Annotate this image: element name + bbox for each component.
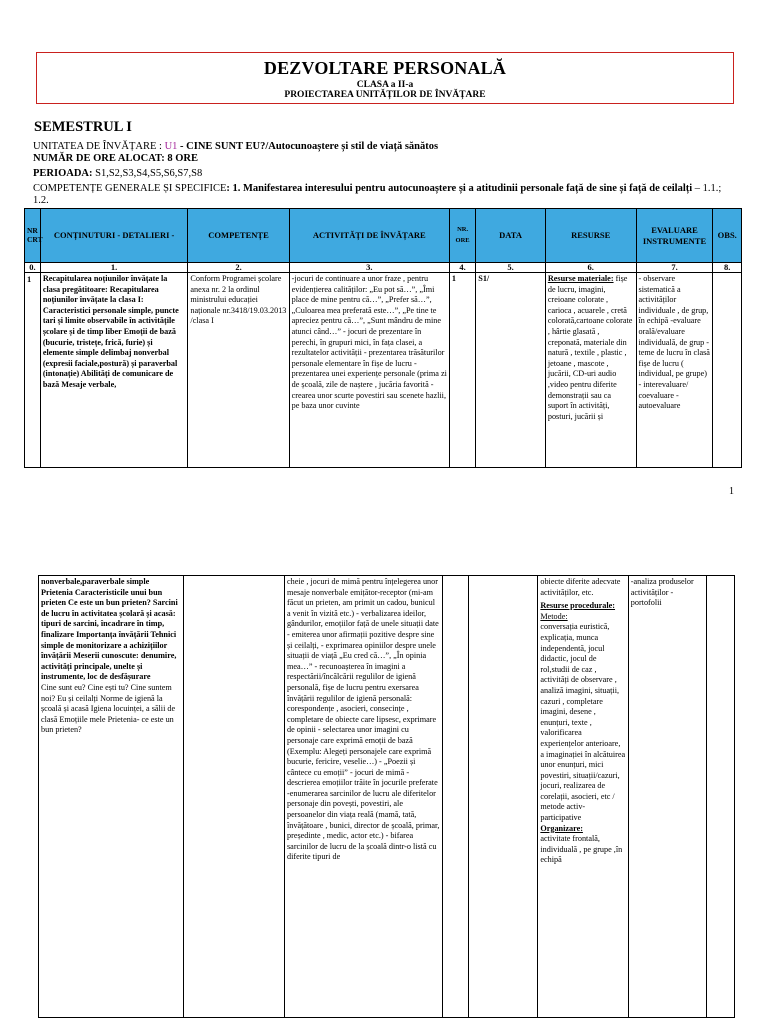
content-bold-text: nonverbale,paraverbale simple Prietenia Caracteristicile unui bun prieten Ce este un bun prieten? Sarcini de lucru în activitatea școlară și acasă: tipuri de sarcini, încadrare în timp, finalizare Importanța învățării Tehnici simple de monitorizare a achizițiilor învățării Meserii cunoscute: denumire, activități principale, unelte și instrumente, loc de desfășurare (41, 577, 178, 682)
hours-cell (442, 576, 468, 1018)
content-cell: Recapitularea noțiunilor învățate la clasa pregătitoare: Recapitularea noțiunilor învățate la clasa I: Caracteristici personale simple, puncte tari și limite observabile în activitățile școlare și de timp liber Emoții de bază (bucurie, tristețe, frică, furie) și elemente simple delimbaj nonverbal (expresii faciale,postură) și paraverbal (intonație) Abilități de comunicare de bază Mesaje verbale, (40, 273, 188, 468)
content-cell (39, 576, 184, 1018)
evaluation-cell: -analiza produselor activităților -portofolii (628, 576, 706, 1018)
resources-cell (545, 273, 636, 468)
period-value: S1,S2,S3,S4,S5,S6,S7,S8 (95, 168, 203, 179)
hours-value: 8 ORE (167, 153, 199, 164)
hours-cell: 1 (449, 273, 475, 468)
column-number: 3. (289, 263, 449, 273)
unit-code: U1 (164, 141, 178, 152)
resources-material-text: fișe de lucru, imagini, creioane colorate , carioca , acuarele , cretă colorată,cartoane colorate , hârtie glasată , creponată, materiale din natură , textile , plastic , jetoane , mascote , jucării, CD-uri audio ,video pentru diferite demonstrații sau ca suport în activități, posturi, jucării și (547, 274, 633, 421)
competencies-label: COMPETENȚE GENERALE ȘI SPECIFICE (33, 183, 227, 194)
evaluation-cell: - observare sistematică a activităților individuale , de grup, în echipă -evaluare orală/evaluare individuală, de grup - teme de lucru în clasă fișe de lucru ( individual, pe grupe) - interevaluare/ coevaluare -autoevaluare (636, 273, 713, 468)
document-subtitle: PROIECTAREA UNITĂȚILOR DE ÎNVĂȚARE (284, 90, 486, 100)
competencies-text: : 1. Manifestarea interesului pentru autocunoaștere și a atitudinii personale față de sine și față de ceilalți (226, 183, 693, 194)
hours-label: NUMĂR DE ORE ALOCAT: (33, 153, 165, 164)
planning-table-page1 (24, 208, 742, 468)
table-row (25, 273, 742, 468)
content-plain-text: Cine sunt eu? Cine ești tu? Cine suntem noi? Eu și ceilalți Norme de igienă la școală și acasă Igiena locuinței, a sălii de clasă Emoțiile mele Prietenia- ce este un bun prieten? (41, 682, 176, 735)
resources-procedural-title: Resurse procedurale: (540, 601, 616, 611)
col-header-hours: NR. ORE (449, 209, 475, 263)
col-header-date: DATA (476, 209, 546, 263)
class-label: CLASA a II-a (356, 80, 414, 90)
col-header-activities: ACTIVITĂȚI DE ÎNVĂȚARE (289, 209, 449, 263)
competencies-tail: – 1.1.; 1.2. (33, 183, 722, 206)
column-number: 4. (449, 263, 475, 273)
competencies-line (33, 183, 733, 207)
unit-label: UNITATEA DE ÎNVĂȚARE (33, 141, 157, 152)
activities-cell: cheie , jocuri de mimă pentru înțelegerea unor mesaje nonverbale emițător-receptor (mi-am făcut un prieten, am primit un cadou, bunicul a venit în vizită etc.) - verbalizarea ideilor, gândurilor, emoțiilor față de unele situații date - emiterea unor afirmații pozitive despre sine și ceilalți, - exprimarea opiniilor despre unele situații de viață „Eu cred că…”, „În opinia mea…” - recunoașterea în imagini a respectării/încălcării regulilor de igienă personală, fișe de lucru pentru exersarea învățării regulilor de igienă personală: corespondențe , asocieri, consecințe , completare de obiecte care lipsesc, exprimare de opinii - selectarea unor imagini cu personaje care exprimă emoții de bază (Exemplu: Alegeți personajele care exprimă bucurie, fericire, veselie…) - „Poezii și cântece cu emoții” - jocuri de mimă - descrierea emoțiilor trăite în jocurile preferate -enumerarea sarcinilor de lucru ale diferitelor personaje din povești, povestiri, ale persoanelor din viața reală (mamă, tată, învățătoare , bunici, director de școală, primar, președinte , medic, actor etc.) - bifarea sarcinilor de lucru de la școală dintr-o listă cu diferite tipuri de (285, 576, 443, 1018)
unit-line: UNITATEA DE ÎNVĂȚARE : U1 - CINE SUNT EU?/Autocunoaștere și stil de viață sănătos (33, 141, 439, 152)
col-header-content: CONȚINUTURI - DETALIERI - (40, 209, 188, 263)
unit-name: - CINE SUNT EU?/Autocunoaștere și stil de viață sănătos (180, 141, 439, 152)
column-number: 0. (25, 263, 41, 273)
column-number: 5. (476, 263, 546, 273)
organization-title: Organizare: (540, 823, 583, 833)
date-cell: S1/ (476, 273, 546, 468)
col-header-obs: OBS. (713, 209, 742, 263)
col-header-competencies: COMPETENȚE (188, 209, 289, 263)
period-label: PERIOADA: (33, 168, 93, 179)
column-numbers-row (25, 263, 742, 273)
resources-objects: obiecte diferite adecvate activităților, etc. (540, 577, 621, 597)
activities-cell: -jocuri de continuare a unor fraze , pentru evidențierea calităților: „Eu pot să…”, „Îmi place de mine pentru că…”, „Prefer să…”, „Culoarea mea preferată este…”, „Pe tine te apreciez pentru că…”, „Sunt mândru de mine atunci când…” - jocuri de prezentare în perechi, în grupuri mici, în fața clasei, a rezultatelor activității - prezentarea trăsăturilor personale elementare în fișe de lucru - prezentarea unei experiențe personale (prima zi de școală, zile de naștere , jucăria favorită - crearea unor scurte povestiri sau scenete hazlii, pe baza unor cuvinte (289, 273, 449, 468)
obs-cell (713, 273, 742, 468)
column-number: 7. (636, 263, 713, 273)
col-header-nr: NR CRT (25, 209, 41, 263)
competencies-cell: Conform Programei școlare anexa nr. 2 la ordinul ministrului educației naționale nr.3418/19.03.2013 /clasa I (188, 273, 289, 468)
resources-material-title: Resurse materiale: (547, 274, 614, 283)
title-box (36, 52, 734, 104)
table-row (39, 576, 735, 1018)
column-number: 1. (40, 263, 188, 273)
semester-heading: SEMESTRUL I (34, 119, 132, 135)
column-number: 8. (713, 263, 742, 273)
row-number: 1 (25, 273, 41, 468)
hours-line (33, 153, 733, 165)
page-number: 1 (729, 486, 734, 497)
col-header-evaluation: EVALUARE INSTRUMENTE (636, 209, 713, 263)
column-number: 6. (545, 263, 636, 273)
period-line (33, 168, 733, 180)
document-title: DEZVOLTARE PERSONALĂ (263, 58, 507, 78)
obs-cell (706, 576, 734, 1018)
resources-cell (538, 576, 628, 1018)
competencies-cell (184, 576, 285, 1018)
organization-text: activitate frontală, individuală , pe grupe ,în echipă (540, 834, 623, 865)
date-cell (468, 576, 537, 1018)
methods-text: conversația euristică, explicația, munca independentă, jocul didactic, jocul de rol,studii de caz , activități de observare , analiză imagini, situații, cazuri , completare imagini, desene , enunțuri, texte , valorificarea experiențelor anterioare, a imaginației în alcătuirea unor enunțuri, mici povestiri, situații/cazuri, jocuri, realizarea de corelații, asocieri, etc / metode activ-participative (540, 622, 626, 823)
column-number: 2. (188, 263, 289, 273)
planning-table-page2 (38, 575, 735, 1018)
methods-title: Metode: (540, 611, 568, 621)
table-header-row (25, 209, 742, 263)
col-header-resources: RESURSE (545, 209, 636, 263)
